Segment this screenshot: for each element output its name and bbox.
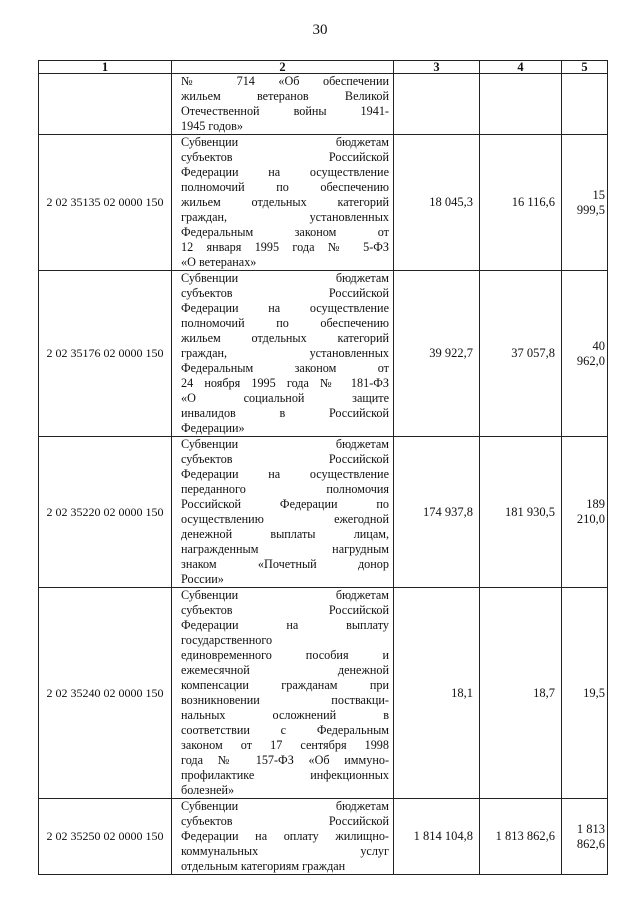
description-line: Федерации на осуществление xyxy=(181,301,389,315)
column-header: 1 xyxy=(39,61,172,74)
column-header: 3 xyxy=(394,61,480,74)
description-line: Федерации» xyxy=(181,421,245,435)
table-row xyxy=(39,74,608,135)
budget-code-cell: 2 02 35220 02 0000 150 xyxy=(39,437,172,588)
description-line: денежной выплаты лицам, xyxy=(181,527,389,541)
amount-cell-col-3 xyxy=(394,74,480,135)
description-line: жильем отдельных категорий xyxy=(181,331,389,345)
amount-cell-col-5: 1 813 862,6 xyxy=(562,799,608,875)
table-row xyxy=(39,437,608,588)
description-line: Отечественной войны 1941- xyxy=(181,104,389,118)
page-number: 30 xyxy=(312,22,328,38)
description-line: субъектов Российской xyxy=(181,603,389,617)
description-line: полномочий по обеспечению xyxy=(181,316,389,330)
amount-cell-col-4: 181 930,5 xyxy=(480,437,562,588)
amount-cell-col-3: 18 045,3 xyxy=(394,135,480,271)
description-line: профилактике инфекционных xyxy=(181,768,389,782)
description-line: Субвенции бюджетам xyxy=(181,135,389,149)
budget-code-cell: 2 02 35240 02 0000 150 xyxy=(39,588,172,799)
description-line: субъектов Российской xyxy=(181,814,389,828)
table-row xyxy=(39,799,608,875)
description-line: жильем ветеранов Великой xyxy=(181,89,389,103)
description-line: граждан, установленных xyxy=(181,210,389,224)
description-line: 12 января 1995 года № 5-ФЗ xyxy=(181,240,389,254)
description-line: Субвенции бюджетам xyxy=(181,271,389,285)
description-line: Федерации на выплату xyxy=(181,618,389,632)
amount-cell-col-4: 18,7 xyxy=(480,588,562,799)
amount-cell-col-3: 1 814 104,8 xyxy=(394,799,480,875)
description-line: отдельным категориям граждан xyxy=(181,859,346,873)
budget-table xyxy=(38,60,608,875)
description-line: Федерации на осуществление xyxy=(181,165,389,179)
description-cell xyxy=(172,271,394,437)
description-line: нальных осложнений в xyxy=(181,708,389,722)
description-cell xyxy=(172,437,394,588)
description-line: Федерации на осуществление xyxy=(181,467,389,481)
description-line: 24 ноября 1995 года № 181-ФЗ xyxy=(181,376,389,390)
description-cell xyxy=(172,74,394,135)
description-line: Субвенции бюджетам xyxy=(181,799,389,813)
description-line: инвалидов в Российской xyxy=(181,406,389,420)
amount-cell-col-3: 174 937,8 xyxy=(394,437,480,588)
description-line: законом от 17 сентября 1998 xyxy=(181,738,389,752)
table-row xyxy=(39,135,608,271)
description-line: граждан, установленных xyxy=(181,346,389,360)
amount-cell-col-5: 40 962,0 xyxy=(562,271,608,437)
description-line: знаком «Почетный донор xyxy=(181,557,389,571)
description-line: «О социальной защите xyxy=(181,391,389,405)
description-line: года № 157-ФЗ «Об иммуно- xyxy=(181,753,389,767)
budget-code-cell xyxy=(39,74,172,135)
amount-cell-col-3: 18,1 xyxy=(394,588,480,799)
description-line: коммунальных услуг xyxy=(181,844,389,858)
description-line: Российской Федерации по xyxy=(181,497,389,511)
description-line: субъектов Российской xyxy=(181,286,389,300)
amount-cell-col-5 xyxy=(562,74,608,135)
amount-cell-col-4: 1 813 862,6 xyxy=(480,799,562,875)
description-cell xyxy=(172,799,394,875)
budget-code-cell: 2 02 35176 02 0000 150 xyxy=(39,271,172,437)
amount-cell-col-5: 189 210,0 xyxy=(562,437,608,588)
amount-cell-col-3: 39 922,7 xyxy=(394,271,480,437)
description-line: Федерации на оплату жилищно- xyxy=(181,829,389,843)
description-line: болезней» xyxy=(181,783,235,797)
amount-cell-col-5: 15 999,5 xyxy=(562,135,608,271)
description-line: награжденным нагрудным xyxy=(181,542,389,556)
amount-cell-col-4: 16 116,6 xyxy=(480,135,562,271)
description-line: ежемесячной денежной xyxy=(181,663,389,677)
column-header: 4 xyxy=(480,61,562,74)
description-line: 1945 годов» xyxy=(181,119,244,133)
description-cell xyxy=(172,135,394,271)
table-row xyxy=(39,271,608,437)
description-line: России» xyxy=(181,572,224,586)
description-line: компенсации гражданам при xyxy=(181,678,389,692)
description-line: соответствии с Федеральным xyxy=(181,723,389,737)
description-line: № 714 «Об обеспечении xyxy=(181,74,389,88)
description-line: субъектов Российской xyxy=(181,150,389,164)
description-line: возникновении поствакци- xyxy=(181,693,389,707)
description-line: государственного xyxy=(181,633,273,647)
column-header: 2 xyxy=(172,61,394,74)
description-line: осуществлению ежегодной xyxy=(181,512,389,526)
description-line: полномочий по обеспечению xyxy=(181,180,389,194)
amount-cell-col-4 xyxy=(480,74,562,135)
table-row xyxy=(39,588,608,799)
description-line: Федеральным законом от xyxy=(181,225,389,239)
description-line: субъектов Российской xyxy=(181,452,389,466)
amount-cell-col-4: 37 057,8 xyxy=(480,271,562,437)
column-header: 5 xyxy=(562,61,608,74)
table-header-row xyxy=(39,61,608,74)
description-line: Федеральным законом от xyxy=(181,361,389,375)
description-line: Субвенции бюджетам xyxy=(181,588,389,602)
description-line: Субвенции бюджетам xyxy=(181,437,389,451)
budget-code-cell: 2 02 35135 02 0000 150 xyxy=(39,135,172,271)
description-cell xyxy=(172,588,394,799)
amount-cell-col-5: 19,5 xyxy=(562,588,608,799)
budget-code-cell: 2 02 35250 02 0000 150 xyxy=(39,799,172,875)
description-line: жильем отдельных категорий xyxy=(181,195,389,209)
description-line: «О ветеранах» xyxy=(181,255,257,269)
description-line: единовременного пособия и xyxy=(181,648,389,662)
table-body xyxy=(39,74,608,875)
description-line: переданного полномочия xyxy=(181,482,389,496)
